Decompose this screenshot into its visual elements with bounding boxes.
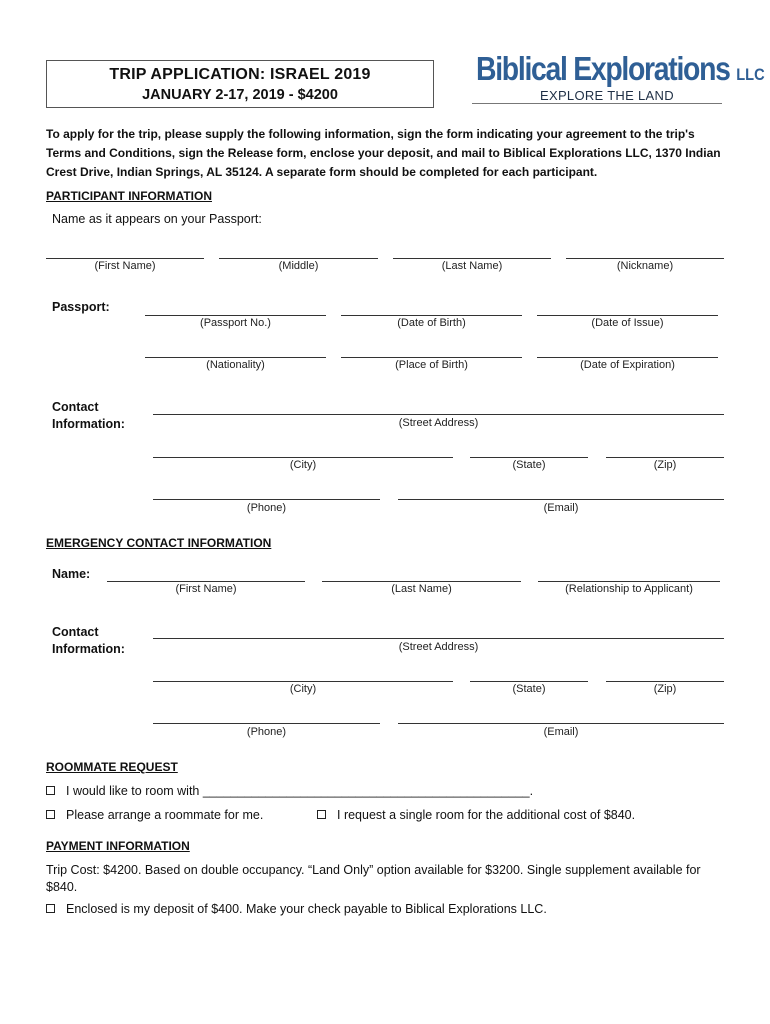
- form-subtitle: JANUARY 2-17, 2019 - $4200: [142, 87, 338, 103]
- email-caption: (Email): [543, 502, 579, 514]
- nickname-field[interactable]: [566, 258, 724, 259]
- room-with-checkbox[interactable]: [46, 786, 55, 795]
- passport-number-caption: (Passport No.): [200, 317, 271, 329]
- emergency-state-field[interactable]: [470, 681, 588, 682]
- phone-caption: (Phone): [246, 502, 287, 514]
- deposit-label: Enclosed is my deposit of $400. Make your check payable to Biblical Explorations LLC.: [66, 902, 547, 916]
- emergency-contact-label-line2: Information:: [52, 642, 125, 656]
- title-box: [46, 60, 434, 108]
- emergency-zip-field[interactable]: [606, 681, 724, 682]
- nationality-caption: (Nationality): [206, 359, 265, 371]
- email-field[interactable]: [398, 499, 724, 500]
- emergency-city-field[interactable]: [153, 681, 453, 682]
- date-of-expiration-field[interactable]: [537, 357, 718, 358]
- payment-heading: PAYMENT INFORMATION: [46, 839, 190, 853]
- phone-field[interactable]: [153, 499, 380, 500]
- date-of-issue-caption: (Date of Issue): [591, 317, 664, 329]
- last-name-caption: (Last Name): [441, 260, 503, 272]
- city-field[interactable]: [153, 457, 453, 458]
- street-address-field[interactable]: [153, 414, 724, 415]
- emergency-last-name-caption: (Last Name): [391, 583, 452, 595]
- first-name-field[interactable]: [46, 258, 204, 259]
- date-of-birth-caption: (Date of Birth): [397, 317, 466, 329]
- emergency-email-caption: (Email): [543, 726, 579, 738]
- logo-divider: [472, 103, 722, 104]
- arrange-roommate-label: Please arrange a roommate for me.: [66, 808, 264, 822]
- single-room-checkbox[interactable]: [317, 810, 326, 819]
- emergency-email-field[interactable]: [398, 723, 724, 724]
- logo-tagline: EXPLORE THE LAND: [540, 88, 674, 103]
- date-of-birth-field[interactable]: [341, 315, 522, 316]
- emergency-heading: EMERGENCY CONTACT INFORMATION: [46, 536, 272, 550]
- single-room-option[interactable]: [317, 807, 635, 824]
- relationship-caption: (Relationship to Applicant): [565, 583, 693, 595]
- contact-label-line2: Information:: [52, 417, 125, 431]
- relationship-field[interactable]: [538, 581, 720, 582]
- intro-paragraph: To apply for the trip, please supply the following information, sign the form indicating your agreement to the trip's Terms and Conditions, sign the Release form, enclose your deposit, and mail to Biblical Explorations LLC, 1370 Indian Crest Drive, Indian Springs, AL 35124. A separate form should be completed for each participant.: [46, 127, 721, 179]
- middle-name-field[interactable]: [219, 258, 378, 259]
- roommate-heading: ROOMMATE REQUEST: [46, 760, 178, 774]
- first-name-caption: (First Name): [94, 260, 156, 272]
- emergency-city-caption: (City): [289, 683, 317, 695]
- emergency-name-label: Name:: [52, 567, 91, 581]
- date-of-expiration-caption: (Date of Expiration): [580, 359, 675, 371]
- emergency-phone-caption: (Phone): [246, 726, 287, 738]
- deposit-option[interactable]: [46, 901, 547, 918]
- middle-name-caption: (Middle): [278, 260, 319, 272]
- arrange-roommate-checkbox[interactable]: [46, 810, 55, 819]
- street-address-caption: (Street Address): [398, 417, 479, 429]
- trip-cost-text: Trip Cost: $4200. Based on double occupancy. “Land Only” option available for $3200. Single supplement available for $840.: [46, 863, 701, 894]
- emergency-zip-caption: (Zip): [653, 683, 677, 695]
- passport-number-field[interactable]: [145, 315, 326, 316]
- zip-caption: (Zip): [653, 459, 677, 471]
- place-of-birth-field[interactable]: [341, 357, 522, 358]
- passport-label: Passport:: [52, 300, 110, 314]
- participant-heading: PARTICIPANT INFORMATION: [46, 189, 212, 203]
- contact-label: [52, 399, 125, 433]
- last-name-field[interactable]: [393, 258, 551, 259]
- deposit-checkbox[interactable]: [46, 904, 55, 913]
- nationality-field[interactable]: [145, 357, 326, 358]
- emergency-first-name-field[interactable]: [107, 581, 305, 582]
- passport-name-prompt: Name as it appears on your Passport:: [52, 212, 262, 226]
- emergency-first-name-caption: (First Name): [175, 583, 237, 595]
- emergency-phone-field[interactable]: [153, 723, 380, 724]
- contact-label-line1: Contact: [52, 400, 99, 414]
- room-with-option[interactable]: [46, 783, 533, 800]
- place-of-birth-caption: (Place of Birth): [395, 359, 468, 371]
- room-with-label: I would like to room with _______________________________________________.: [66, 784, 534, 798]
- emergency-last-name-field[interactable]: [322, 581, 521, 582]
- emergency-contact-label: [52, 624, 125, 658]
- emergency-street-field[interactable]: [153, 638, 724, 639]
- emergency-contact-label-line1: Contact: [52, 625, 99, 639]
- form-title: TRIP APPLICATION: ISRAEL 2019: [109, 66, 371, 83]
- arrange-roommate-option[interactable]: [46, 807, 263, 824]
- company-logo: [472, 50, 765, 108]
- state-caption: (State): [512, 459, 546, 471]
- zip-field[interactable]: [606, 457, 724, 458]
- state-field[interactable]: [470, 457, 588, 458]
- nickname-caption: (Nickname): [616, 260, 674, 272]
- date-of-issue-field[interactable]: [537, 315, 718, 316]
- emergency-state-caption: (State): [512, 683, 546, 695]
- city-caption: (City): [289, 459, 317, 471]
- emergency-street-caption: (Street Address): [398, 641, 479, 653]
- single-room-label: I request a single room for the additional cost of $840.: [337, 808, 636, 822]
- logo-name: Biblical Explorations LLC: [476, 50, 765, 87]
